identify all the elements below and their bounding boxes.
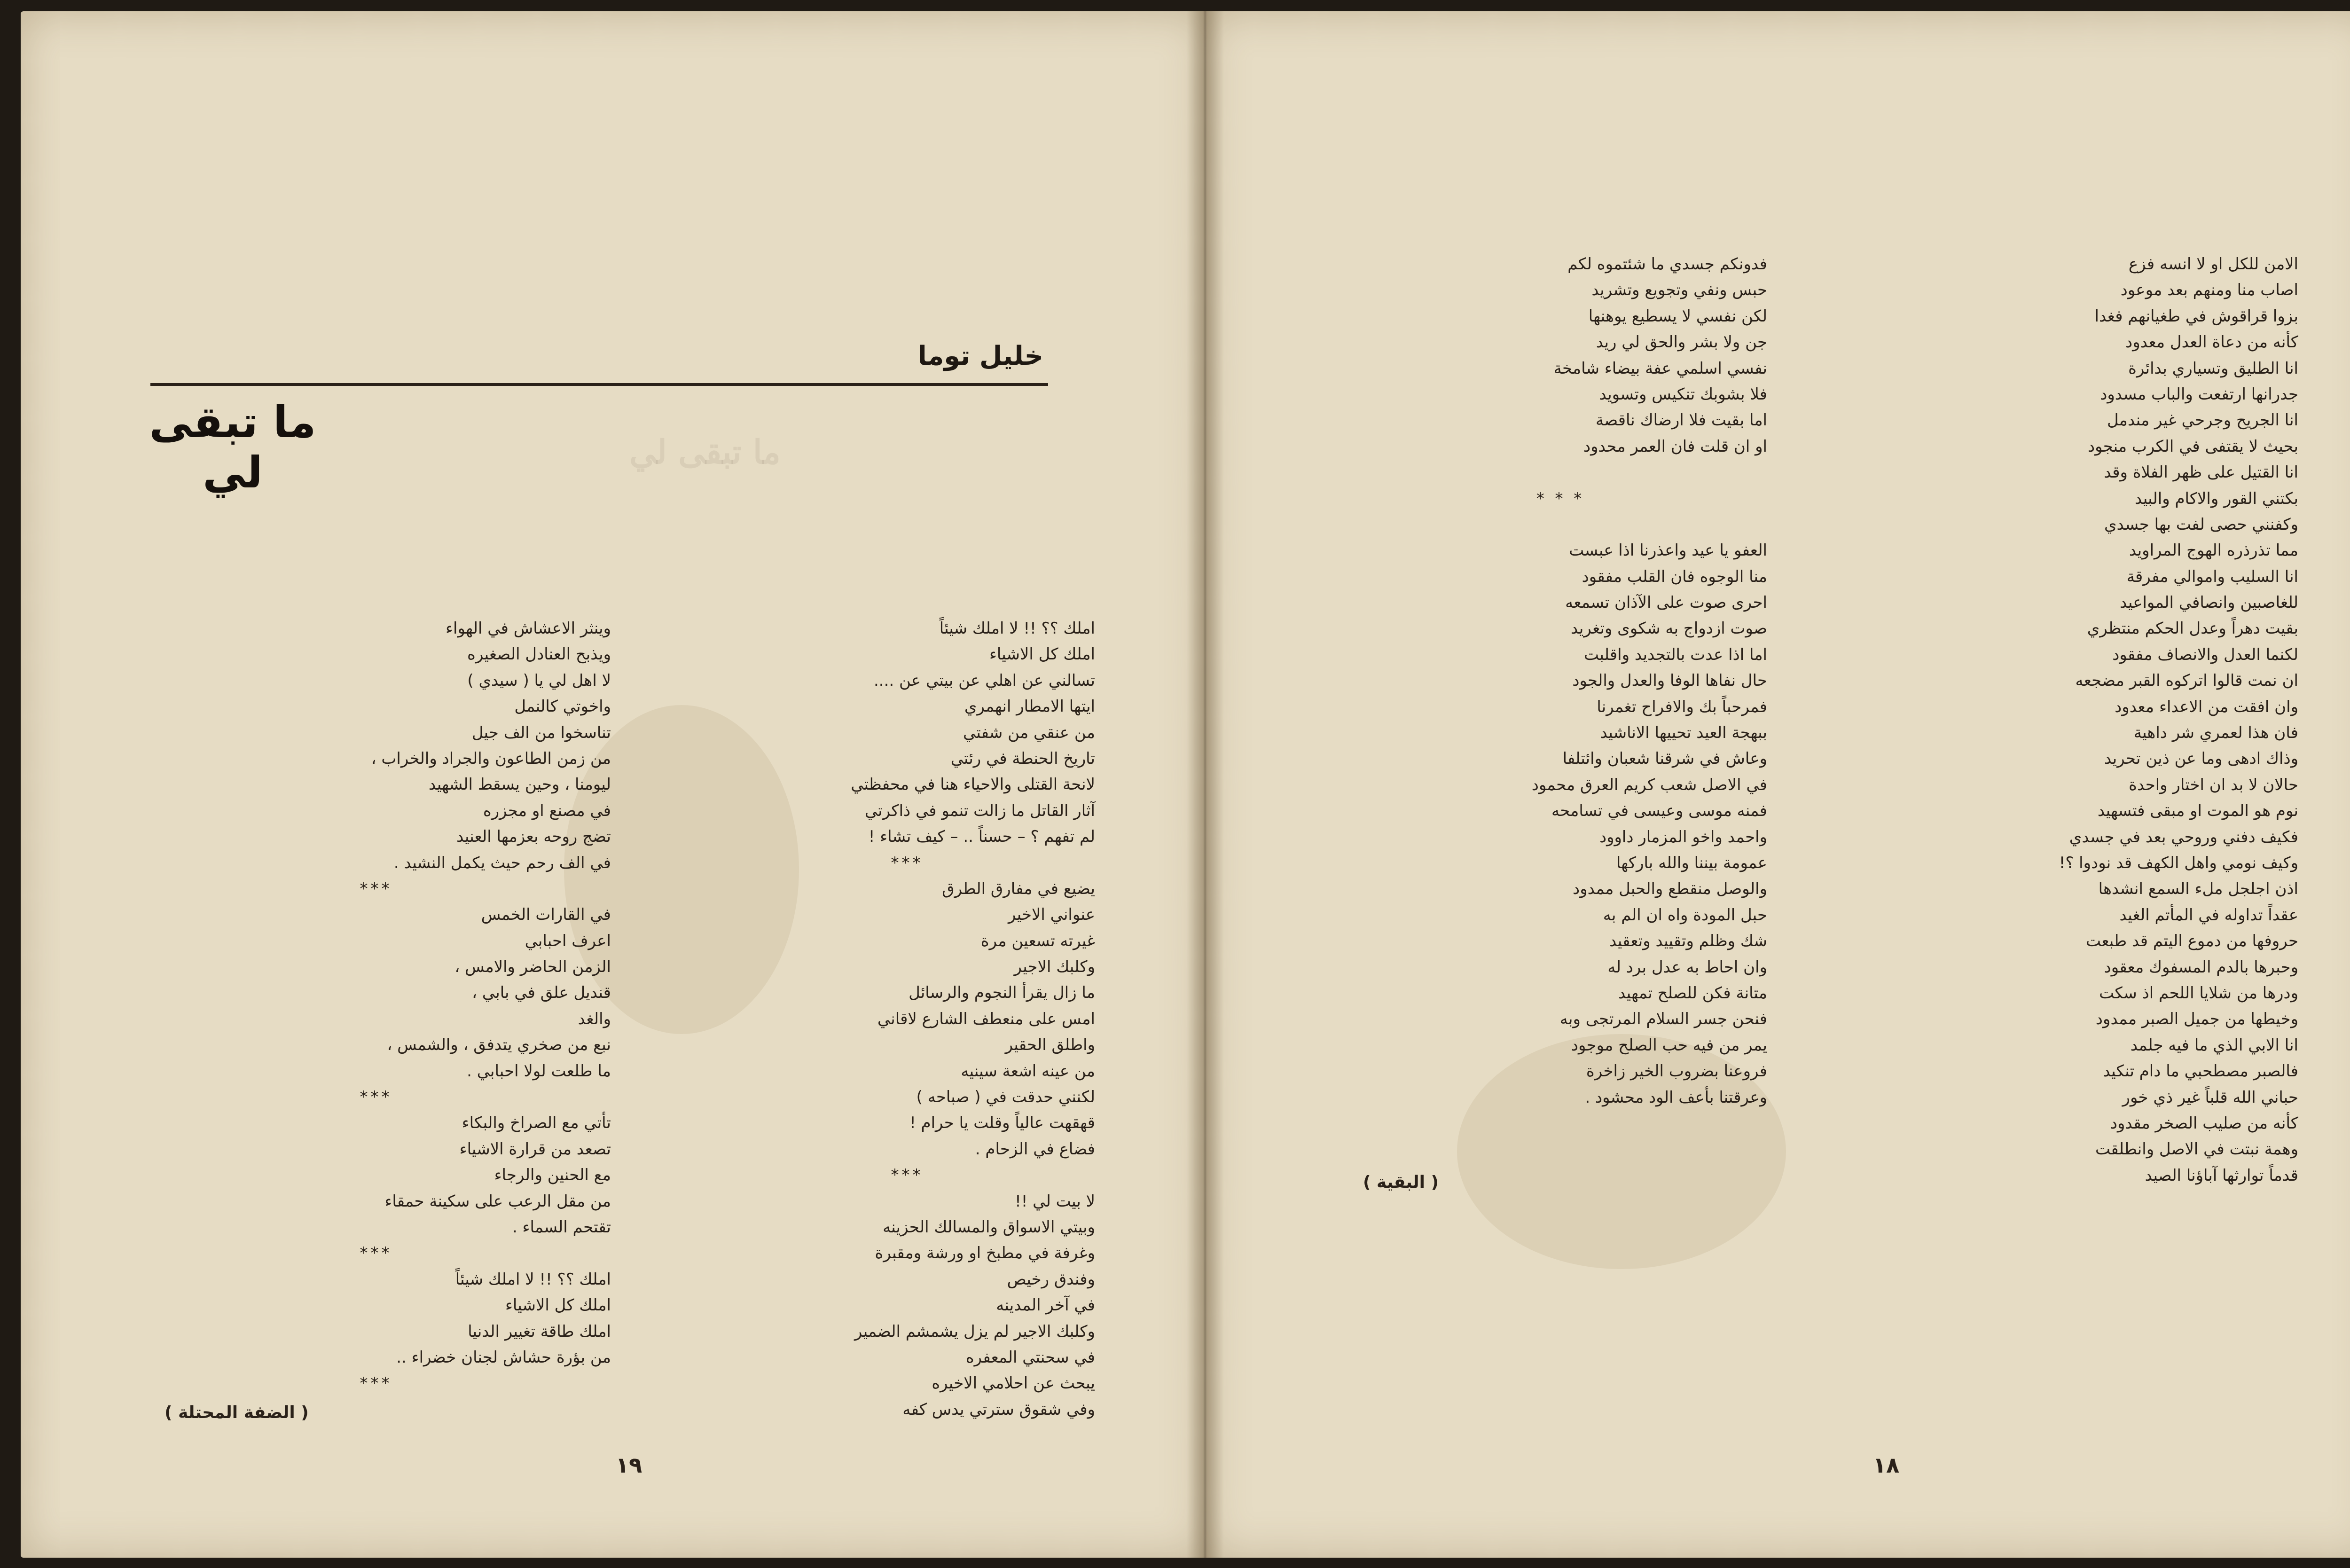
poem-line: حبل المودة واه ان الم به (1603, 905, 1767, 925)
poem-line: ان نمت قالوا اتركوه القبر مضجعه (2075, 671, 2298, 690)
show-through-text: ما تبقى لي (629, 432, 781, 471)
poem-line: يمر من فيه حب الصلح موجود (1571, 1035, 1767, 1055)
poem-line: وكيف نومي واهل الكهف قد نودوا ؟! (2059, 853, 2298, 872)
poem-line: وفي شقوق سترتي يدس كفه (902, 1400, 1095, 1419)
continuation-note: ( الضفة المحتلة ) (164, 1403, 309, 1422)
poem-line: فكيف دفني وروحي بعد في جسدي (2069, 827, 2298, 847)
poem-line (1354, 460, 1767, 486)
poem-line: نفسي اسلمي عفة بيضاء شامخة (1553, 359, 1767, 378)
poem-line: اصاب منا ومنهم بعد موعود (2120, 281, 2298, 300)
poem-line: لا بيت لي !! (1015, 1192, 1095, 1211)
poem-line: وبيتي الاسواق والمسالك الحزينه (883, 1217, 1095, 1237)
poem-line: في سحنتي المعفره (965, 1348, 1095, 1367)
stanza-separator: *** (360, 879, 392, 898)
poem-line: وكلبك الاجير (1014, 957, 1095, 977)
poem-line: الزمن الحاضر والامس ، (454, 957, 611, 977)
poem-line: عقداً تداوله في المأتم الغيد (2119, 905, 2298, 925)
poem-line: والغد (578, 1009, 611, 1028)
poem-line: ويذبح العنادل الصغيره (467, 645, 611, 664)
poem-line: انا الطليق وتسياري بدائرة (2128, 359, 2298, 378)
poem-line: لانحة القتلى والاحياء هنا في محفظتي (851, 775, 1095, 794)
poem-line: في آخر المدينه (996, 1296, 1095, 1315)
poem-line: احرى صوت على الآذان تسمعه (1565, 593, 1767, 612)
poem-line: املك كل الاشياء (989, 645, 1095, 664)
stanza-separator: *** (360, 1088, 392, 1107)
poem-line: جدرانها ارتفعت والباب مسدود (2100, 384, 2298, 404)
poem-title: ما تبقى لي (149, 397, 316, 498)
poem-line: كأنه من دعاة العدل معدود (2125, 333, 2298, 352)
poem-line: املك طاقة تغيير الدنيا (468, 1322, 611, 1341)
poem-line: فدونكم جسدي ما شئتموه لكم (1567, 255, 1767, 274)
poem-line: حال نفاها الوفا والعدل والجود (1572, 671, 1767, 690)
poem-line: وخيطها من جميل الصبر ممدود (2095, 1010, 2298, 1029)
poem-line: وان افقت من الاعداء معدود (2115, 697, 2298, 716)
page-number: ١٨ (1873, 1452, 1900, 1478)
poem-line: تقتحم السماء . (512, 1217, 611, 1237)
poem-line: تسالني عن اهلي عن بيتي عن .... (874, 671, 1095, 690)
poem-line: وكلبك الاجير لم يزل يشمشم الضمير (854, 1322, 1095, 1341)
poem-line: لكنني حدقت في ( صباحه ) (916, 1088, 1095, 1107)
poem-line: في القارات الخمس (481, 905, 611, 925)
poem-line: قنديل علق في بابي ، (472, 983, 611, 1003)
poem-line: منا الوجوه فان القلب مفقود (1582, 567, 1767, 586)
continuation-note: ( البقية ) (1363, 1173, 1439, 1192)
poem-line: في الف رحم حيث يكمل النشيد . (393, 853, 611, 872)
poem-line: انا الابي الذي ما فيه جلمد (2130, 1035, 2298, 1055)
poem-line: شك وظلم وتقييد وتعقيد (1609, 932, 1767, 951)
poem-line: متانة فكن للصلح تمهيد (1618, 983, 1767, 1003)
poem-line: فالصبر مصطحبي ما دام تنكيد (2103, 1062, 2298, 1081)
poem-line: ليومنا ، وحين يسقط الشهيد (429, 775, 611, 794)
poem-line: املك ؟؟ !! لا املك شيئاً (939, 619, 1095, 638)
poem-line: ودرها من شلايا اللحم اذ سكت (2099, 983, 2298, 1003)
poem-line: عمومة بيننا والله باركها (1616, 853, 1767, 872)
poem-line: وينثر الاعشاش في الهواء (446, 619, 611, 638)
poem-line: من زمن الطاعون والجراد والخراب ، (371, 749, 611, 768)
header-rule (150, 383, 1048, 386)
poem-line: انا السليب واموالي مفرقة (2126, 567, 2298, 586)
stanza-separator: * * * (1536, 489, 1585, 508)
poem-line: العفو يا عيد واعذرنا اذا عبست (1569, 541, 1767, 560)
poem-line: غيرته تسعين مرة (980, 931, 1095, 950)
poem-line: للغاصبين وانصافي المواعيد (2120, 593, 2298, 612)
stanza-separator: *** (360, 1374, 392, 1393)
poem-line: بزوا قراقوش في طغيانهم فغدا (2094, 306, 2298, 326)
poem-line: فنحن جسر السلام المرتجى وبه (1559, 1010, 1767, 1029)
poem-line: ايتها الامطار انهمري (964, 697, 1095, 716)
book-gutter (1186, 11, 1224, 1558)
poem-line: فمرحباً بك والافراح تغمرنا (1597, 697, 1767, 716)
poem-line: املك كل الاشياء (505, 1296, 611, 1315)
poem-line: تأتي مع الصراخ والبكاء (462, 1113, 611, 1133)
poem-line: من عينه اشعة سينيه (961, 1061, 1095, 1081)
poem-line: حباني الله قلباً غير ذي خور (2122, 1088, 2298, 1107)
poem-line: مما تذرذره الهوج المراويد (2129, 541, 2298, 560)
poem-line: تصعد من قرارة الاشياء (459, 1139, 611, 1159)
poem-column-right (1875, 251, 2298, 1189)
poem-line: قدماً توارثها آباؤنا الصيد (2145, 1166, 2298, 1185)
poem-line: وغرفة في مطبخ او ورشة ومقبرة (875, 1244, 1095, 1263)
page-number: ١٩ (616, 1452, 642, 1478)
poem-line: قهقهت عالياً وقلت يا حرام ! (909, 1113, 1095, 1133)
poem-line: امس على منعطف الشارع لاقاني (877, 1009, 1095, 1028)
poem-line: او ان قلت فان العمر محدود (1583, 437, 1767, 456)
poem-line: ما زال يقرأ النجوم والرسائل (909, 983, 1095, 1003)
poem-line: واطلق الحقير (1005, 1035, 1095, 1055)
poem-line: في الاصل شعب كريم العرق محمود (1531, 775, 1767, 794)
poem-line: واحمد واخو المزمار داوود (1599, 827, 1767, 847)
poem-line: حروفها من دموع اليتم قد طبعت (2086, 932, 2298, 951)
poem-line: انا الجريح وجرحي غير مندمل (2107, 411, 2298, 430)
poem-line: نبع من صخري يتدفق ، والشمس ، (387, 1035, 611, 1055)
poem-line: جن ولا بشر والحق لي ريد (1596, 333, 1767, 352)
poem-line: فضاع في الزحام . (975, 1139, 1095, 1159)
poem-line: وفندق رخيص (1007, 1270, 1095, 1289)
poem-line: تناسخوا من الف جيل (471, 723, 611, 742)
poem-line: فلا بشوبك تنكيس وتسويد (1599, 384, 1767, 404)
poem-line: فان هذا لعمري شر داهية (2133, 723, 2298, 743)
poem-line: في مصنع او مجزره (483, 801, 611, 820)
stanza-separator: *** (891, 853, 924, 872)
poem-line: ببهجة العيد تحييها الاناشيد (1600, 723, 1767, 743)
poem-line: املك ؟؟ !! لا املك شيئاً (455, 1270, 611, 1289)
poem-line: اما بقيت فلا ارضاك ناقصة (1595, 411, 1767, 430)
stanza-separator: *** (891, 1166, 924, 1185)
poem-column-right (719, 616, 1095, 1423)
poem-line: وعاش في شرقنا شعبان وائتلفا (1562, 749, 1767, 768)
poem-line: مع الحنين والرجاء (494, 1166, 611, 1185)
poem-line: عنواني الاخير (1008, 905, 1095, 925)
poem-line: حالان لا بد ان اختار واحدة (2129, 775, 2298, 794)
poem-line: من مقل الرعب على سكينة حمقاء (384, 1192, 611, 1211)
poem-line: كأنه من صليب الصخر مقدود (2110, 1113, 2298, 1133)
poem-line: اذن اجلجل ملء السمع انشدها (2098, 879, 2298, 899)
poem-line: فروعنا بضروب الخير زاخرة (1586, 1062, 1767, 1081)
poem-line: بقيت دهراً وعدل الحكم منتظري (2087, 619, 2298, 638)
poem-line: لكنما العدل والانصاف مفقود (2112, 645, 2298, 664)
poem-line: لكن نفسي لا يسطيع يوهنها (1588, 306, 1767, 326)
poem-line: وكفنني حصى لفت بها جسدي (2104, 515, 2298, 534)
poem-line: من بؤرة حشاش لجنان خضراء .. (396, 1348, 611, 1367)
poem-line: لا اهل لي يا ( سيدي ) (467, 671, 611, 690)
poem-line: ما طلعت لولا احبابي . (467, 1061, 611, 1081)
author-name: خليل توما (917, 341, 1043, 371)
poem-line: انا القتيل على ظهر الفلاة وقد (2104, 463, 2298, 482)
stanza-separator: *** (360, 1244, 392, 1263)
poem-line: يضيع في مفارق الطرق (942, 879, 1095, 898)
poem-column-left (141, 616, 611, 1397)
poem-line: تاريخ الحنطة في رئتي (950, 749, 1095, 768)
poem-line: بكتني القور والاكام والبيد (2135, 489, 2298, 508)
poem-line: يبحث عن احلامي الاخيره (932, 1374, 1095, 1393)
poem-line: الامن للكل او لا انسه فزع (2128, 255, 2298, 274)
poem-line: وحبرها بالدم المسفوك معقود (2104, 957, 2298, 977)
poem-line: صوت ازدواج به شكوى وتغريد (1571, 619, 1767, 638)
poem-line: وان احاط به عدل برد له (1607, 957, 1767, 977)
poem-line: تضج روحه بعزمها العنيد (456, 827, 611, 847)
poem-line (1354, 512, 1767, 538)
poem-line: واخوتي كالنمل (514, 697, 611, 716)
poem-line: وذاك ادهى وما عن ذين تحريد (2104, 749, 2298, 768)
poem-line: آثار القاتل ما زالت تنمو في ذاكرتي (864, 801, 1095, 820)
poem-line: اما اذا عدت بالتجديد واقلبت (1584, 645, 1767, 664)
poem-line: بحيث لا يقتفى في الكرب منجود (2087, 437, 2298, 456)
poem-line: وعرقتنا بأعف الود محشود . (1585, 1088, 1767, 1107)
poem-line: والوصل منقطع والحبل ممدود (1573, 879, 1767, 899)
poem-line: وهمة نبتت في الاصل وانطلقت (2095, 1140, 2298, 1159)
poem-line: فمنه موسى وعيسى في تسامحه (1551, 801, 1767, 821)
poem-line: اعرف احبابي (525, 931, 611, 950)
poem-line: من عنقي من شفتي (963, 723, 1095, 742)
poem-line: حبس ونفي وتجويع وتشريد (1591, 281, 1767, 300)
poem-line: لم تفهم ؟ – حسناً .. – كيف تشاء ! (868, 827, 1095, 847)
poem-line: نوم هو الموت او مبقى فتسهيد (2097, 801, 2298, 821)
poem-column-left (1354, 251, 1767, 1111)
